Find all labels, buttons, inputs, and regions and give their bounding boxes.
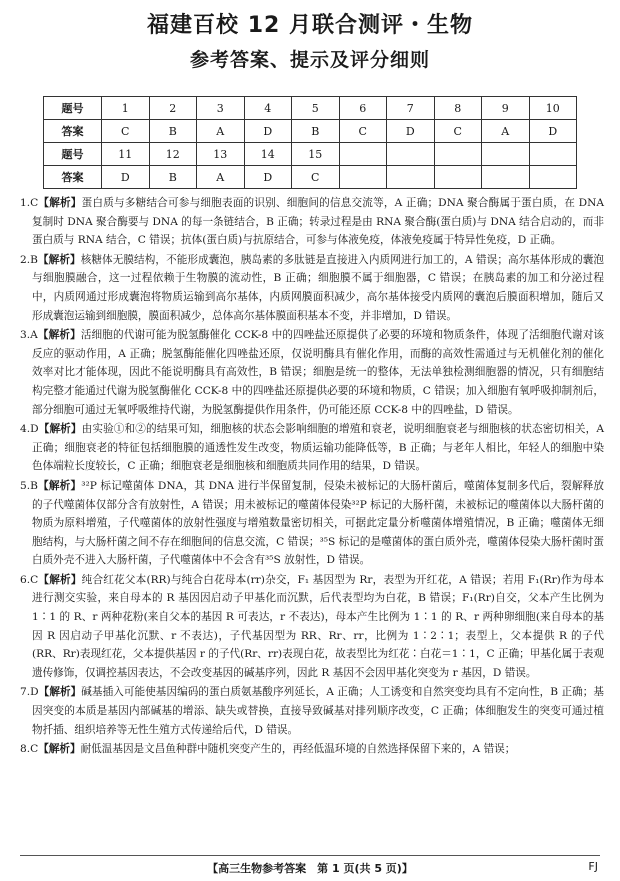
answer-table-cell: 11 (102, 143, 150, 166)
answer-table-cell: 8 (434, 97, 482, 120)
analysis-tag: 【解析】 (38, 686, 82, 699)
answer-table-cell: C (434, 120, 482, 143)
answer-table-cell: B (149, 166, 197, 189)
answer-table-cell: D (102, 166, 150, 189)
answer-table-cell: A (197, 166, 245, 189)
explanation-item (20, 326, 604, 419)
answer-table-cell: C (339, 120, 387, 143)
answer-table-cell (434, 166, 482, 189)
answer-table-cell: C (292, 166, 340, 189)
question-answer: 6.C (20, 573, 39, 586)
question-answer: 4.D (20, 423, 39, 436)
explanation-text: 耐低温基因是文昌鱼种群中随机突变产生的，再经低温环境的自然选择保留下来的，A 错误； (80, 743, 516, 756)
answer-table-cell: 1 (102, 97, 150, 120)
explanation-text: 碱基插入可能使基因编码的蛋白质氨基酸序列延长，A 正确；人工诱变和自然突变均具有不定向性，B 正确；基因突变的本质是基因内部碱基的增添、缺失或替换，直接导致碱基对排列顺序改变，C 正确；体细胞发生的突变可通过植物扦插、组织培养等无性生殖方式传递给后代，D 错误。 (32, 686, 604, 736)
answer-table-cell: 14 (244, 143, 292, 166)
analysis-tag: 【解析】 (37, 253, 81, 266)
answer-table-row (44, 166, 577, 189)
answer-table-cell (434, 143, 482, 166)
answer-table-cell: 6 (339, 97, 387, 120)
explanation-text: 由实验①和②的结果可知，细胞核的状态会影响细胞的增殖和衰老，说明细胞衰老与细胞核的状态密切相关，A 正确；细胞衰老的特征包括细胞膜的通透性发生改变，物质运输功能降低等，B 正确；与老年人相比，年轻人的细胞中染色体端粒长度较长，C 正确；细胞衰老是细胞核和细胞质共同作用的结果，D 错误。 (32, 423, 604, 473)
answer-table-cell: B (149, 120, 197, 143)
question-answer: 2.B (20, 253, 38, 266)
explanations (20, 194, 604, 760)
answer-table-cell (529, 143, 577, 166)
answer-table-cell: 4 (244, 97, 292, 120)
answer-table-cell: 13 (197, 143, 245, 166)
page-subtitle: 参考答案、提示及评分细则 (189, 49, 430, 71)
answer-table-row-label: 答案 (44, 120, 102, 143)
explanation-text: 核糖体无膜结构，不能形成囊泡，胰岛素的多肽链是直接进入内质网进行加工的，A 错误；高尔基体形成的囊泡与细胞膜融合，这一过程依赖于生物膜的流动性，B 正确；细胞膜不属于细胞器，C 错误；在胰岛素的加工和分泌过程中，内质网通过形成囊泡将物质运输到高尔基体，内质网膜面积减少，高尔基体接受内质网的囊泡后膜面积增加，随后又形成囊泡运输到细胞膜，膜面积减少，总体高尔基体膜面积基本不变，并非增加，D 错误。 (32, 253, 605, 322)
answer-table-cell (482, 143, 530, 166)
answer-table-cell: 7 (387, 97, 435, 120)
answer-table-cell: A (482, 120, 530, 143)
question-answer: 5.B (20, 479, 38, 492)
footer-code: FJ (588, 860, 598, 873)
answer-table-cell: 15 (292, 143, 340, 166)
footer-divider (20, 855, 600, 856)
analysis-tag: 【解析】 (37, 479, 82, 492)
answer-table-cell: 9 (482, 97, 530, 120)
explanation-item (20, 571, 604, 683)
answer-table-cell: 3 (197, 97, 245, 120)
explanation-text: ³²P 标记噬菌体 DNA，其 DNA 进行半保留复制，侵染未被标记的大肠杆菌后，噬菌体复制多代后，裂解释放的子代噬菌体仅部分含有放射性，A 错误；用未被标记的噬菌体侵染³²P 标记的大肠杆菌，未被标记的噬菌体以大肠杆菌的物质为原料增殖，子代噬菌体的放射性强度与增殖数量密切相关，可据此定量分析噬菌体增殖情况，B 正确；噬菌体无细胞结构，与大肠杆菌之间不存在细胞间的信息交流，C 错误；³⁵S 标记的是噬菌体的蛋白质外壳，噬菌体侵染大肠杆菌时蛋白质外壳不进入大肠杆菌，子代噬菌体中不会含有³⁵S 放射性，D 错误。 (32, 479, 605, 567)
explanation-item (20, 420, 604, 476)
explanation-text: 纯合红花父本(RR)与纯合白花母本(rr)杂交，F₁ 基因型为 Rr，表型为开红花，A 错误；若用 F₁(Rr)作为母本进行测交实验，来自母本的 R 基因因启动子甲基化而沉默，后代表型均为白花，B 错误；F₁(Rr)自交，父本产生比例为 1∶1 的 R、r 两种花粉(来自父本的基因 R 可表达，r 不表达)，母本产生比例为 1∶1 的 R、r 两种卵细胞(来自母本的基因 R 因启动子甲基化沉默、r 不表达)，子代基因型为 RR、Rr、rr，比例为 1∶2∶1；表型上，父本提供 R 的子代(RR、Rr)表现红花，父本提供基因 r 的子代(Rr、rr)表现白花，故表型比为红花∶白花＝1∶1，C 正确；甲基化属于表观遗传修饰，仅调控基因表达，不会改变基因的碱基序列，因此 R 基因不会因甲基化突变为 r 基因，D 错误。 (32, 573, 605, 679)
question-answer: 8.C (20, 743, 39, 756)
answer-table-cell: 12 (149, 143, 197, 166)
analysis-tag: 【解析】 (38, 573, 82, 586)
answer-table-cell: 10 (529, 97, 577, 120)
answer-table-cell (529, 166, 577, 189)
answer-table-cell (339, 166, 387, 189)
answer-table-row (44, 143, 577, 166)
answer-table-row-label: 题号 (44, 143, 102, 166)
footer-page-info: 【高三生物参考答案 第 1 页(共 5 页)】 (207, 862, 413, 875)
answer-table-cell: D (387, 120, 435, 143)
explanation-text: 活细胞的代谢可能为脱氢酶催化 CCK-8 中的四唑盐还原提供了必要的环境和物质条件，体现了活细胞代谢对该反应的驱动作用，A 正确；脱氢酶能催化四唑盐还原，仅说明酶具有催化作用，而酶的高效性需通过与无机催化剂的催化效率对比才能体现，因此不能说明酶具有高效性，B 错误；细胞是统一的整体，无法单独检测细胞器的情况，只有细胞结构完整才能通过代谢为脱氢酶催化 CCK-8 中的四唑盐还原提供必要的环境和物质，C 错误；加入细胞有氧呼吸抑制剂后，部分细胞可通过无氧呼吸维持代谢，为脱氢酶提供作用条件，仍可能还原 CCK-8 中的四唑盐，D 错误。 (32, 329, 605, 416)
analysis-tag: 【解析】 (38, 743, 81, 756)
explanation-text: 蛋白质与多糖结合可参与细胞表面的识别、细胞间的信息交流等，A 正确；DNA 聚合酶属于蛋白质，在 DNA 复制时 DNA 聚合酶要与 DNA 的每一条链结合，B 正确；转录过程是由 RNA 聚合酶(蛋白质)与 DNA 结合启动的，而非蛋白质与 RNA 结合，C 错误；抗体(蛋白质)与抗原结合，可参与体液免疫，体液免疫属于特异性免疫，D 正确。 (32, 197, 605, 247)
answer-table-cell: D (529, 120, 577, 143)
answer-table-cell (387, 143, 435, 166)
answer-table-cell: C (102, 120, 150, 143)
answer-table-cell (482, 166, 530, 189)
explanation-item (20, 740, 604, 759)
answer-table-row-label: 题号 (44, 97, 102, 120)
question-answer: 7.D (20, 686, 39, 699)
answer-table-row (44, 120, 577, 143)
answer-table-cell: A (197, 120, 245, 143)
answer-table-row (44, 97, 577, 120)
question-answer: 3.A (20, 329, 38, 342)
analysis-tag: 【解析】 (38, 423, 82, 436)
answer-table-cell (339, 143, 387, 166)
answer-table-row-label: 答案 (44, 166, 102, 189)
answer-table (43, 96, 577, 189)
answer-table-cell: B (292, 120, 340, 143)
answer-table-cell: D (244, 120, 292, 143)
answer-table-cell (387, 166, 435, 189)
explanation-item (20, 251, 604, 325)
page-title: 福建百校 12 月联合测评・生物 (147, 13, 473, 38)
explanation-item (20, 194, 604, 250)
analysis-tag: 【解析】 (38, 197, 82, 209)
explanation-item (20, 477, 604, 570)
answer-table-cell: 2 (149, 97, 197, 120)
answer-table-cell: D (244, 166, 292, 189)
answer-table-cell: 5 (292, 97, 340, 120)
analysis-tag: 【解析】 (37, 329, 81, 342)
question-answer: 1.C (20, 197, 39, 209)
explanation-item (20, 683, 604, 739)
